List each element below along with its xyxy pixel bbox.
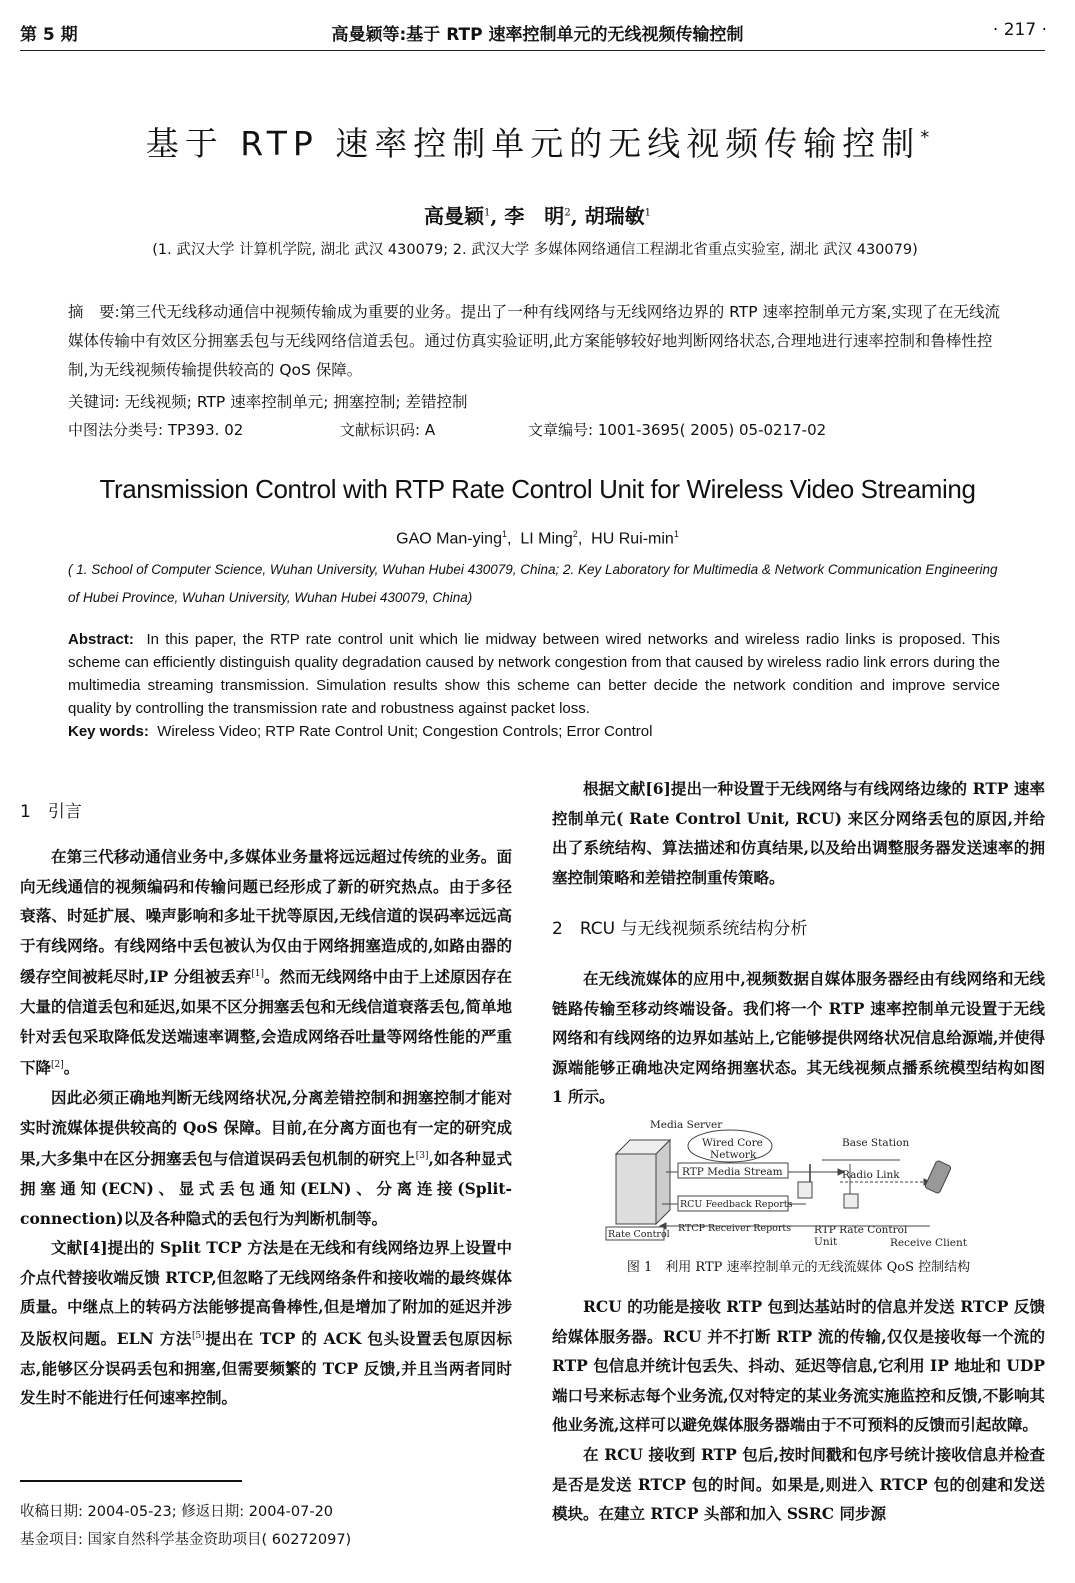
issue-number: 第 5 期 bbox=[20, 25, 78, 45]
fund-note: 基金项目: 国家自然科学基金资助项目( 60272097) bbox=[20, 1532, 352, 1548]
affiliation-cn: (1. 武汉大学 计算机学院, 湖北 武汉 430079; 2. 武汉大学 多媒体网络通信工程湖北省重点实验室, 湖北 武汉 430079) bbox=[152, 242, 918, 258]
paragraph: 在第三代移动通信业务中,多媒体业务量将远远超过传统的业务。面向无线通信的视频编码和传输问题已经形成了新的研究热点。由于多径衰落、时延扩展、噪声影响和多址干扰等原因,无线信道的误码率远远高于有线网络。有线网络中丢包被认为仅由于网络拥塞造成的,如路由器的缓存空间被耗尽时,IP 分组被丢弃[1]。然而无线网络中由于上述原因存在大量的信道丢包和延迟,如果不区分拥塞丢包和无线信道衰落丢包,简单地针对丢包采取降低发送端速率调整,会造成网络吞吐量等网络性能的严重下降[2]。 bbox=[20, 847, 512, 1078]
svg-text:RTP Rate Control: RTP Rate Control bbox=[814, 1224, 908, 1236]
paragraph: 在 RCU 接收到 RTP 包后,按时间戳和包序号统计接收信息并检查是否是发送 RTCP 包的时间。如果是,则进入 RTCP 包的创建和发送模块。在建立 RTCP 头部和加入 SSRC 同步源 bbox=[552, 1444, 1045, 1524]
running-title: 高曼颖等:基于 RTP 速率控制单元的无线视频传输控制 bbox=[331, 25, 744, 45]
media-server-icon bbox=[616, 1154, 656, 1224]
svg-text:Base Station: Base Station bbox=[842, 1137, 910, 1149]
article-number: 文章编号: 1001-3695( 2005) 05-0217-02 bbox=[528, 421, 827, 439]
keywords-cn: 关键词: 无线视频; RTP 速率控制单元; 拥塞控制; 差错控制 bbox=[68, 393, 468, 411]
svg-text:RTP Media Stream: RTP Media Stream bbox=[682, 1166, 783, 1178]
classification-line bbox=[68, 419, 826, 440]
mobile-client-icon bbox=[924, 1160, 951, 1194]
figure-1-caption: 图 1 利用 RTP 速率控制单元的无线流媒体 QoS 控制结构 bbox=[626, 1260, 971, 1275]
doc-code: 文献标识码: A bbox=[340, 421, 436, 439]
affiliation-en: ( 1. School of Computer Science, Wuhan University, Wuhan Hubei 430079, China; 2. Key Laboratory for Multimedia & Network Communication Engineering of Hubei Province, Wuhan University, Wuhan Hubei 430079, China) bbox=[68, 562, 998, 605]
paper-title-cn: 基于 RTP 速率控制单元的无线视频传输控制* bbox=[145, 124, 930, 163]
author: 李 明 bbox=[504, 204, 565, 228]
section2-heading: 2 RCU 与无线视频系统结构分析 bbox=[552, 919, 808, 939]
svg-text:Wired Core: Wired Core bbox=[702, 1137, 763, 1149]
left-column-body bbox=[20, 842, 512, 1413]
right-column-body bbox=[552, 964, 1045, 1112]
svg-text:Rate Control: Rate Control bbox=[608, 1229, 670, 1240]
authors-en: GAO Man-ying$^1$, LI Ming$^2$, HU Rui-$\min^1$ bbox=[396, 529, 679, 548]
paragraph: 因此必须正确地判断无线网络状况,分离差错控制和拥塞控制才能对实时流媒体提供较高的 QoS 保障。目前,在分离方面也有一定的研究成果,大多集中在区分拥塞丢包与信道误码丢包机制的研究上[3],如各种显式拥塞通知(ECN)、显式丢包通知(ELN)、分离连接(Split-connection)以及各种隐式的丢包行为判断机制等。 bbox=[20, 1088, 512, 1228]
paragraph: 在无线流媒体的应用中,视频数据自媒体服务器经由有线网络和无线链路传输至移动终端设备。我们将一个 RTP 速率控制单元设置于无线网络和有线网络的边界如基站上,它能够提供网络状况信息给源端,并使得源端能够正确地决定网络拥塞状态。其无线视频点播系统模型结构如图 1 所示。 bbox=[552, 969, 1045, 1107]
author: 胡瑞敏 bbox=[584, 204, 645, 228]
paragraph: 根据文献[6]提出一种设置于无线网络与有线网络边缘的 RTP 速率控制单元( Rate Control Unit, RCU) 来区分网络丢包的原因,并给出了系统结构、算法描述和仿真结果,以及给出调整服务器发送速率的拥塞控制策略和差错控制重传策略。 bbox=[552, 779, 1045, 887]
svg-text:RCU Feedback Reports: RCU Feedback Reports bbox=[680, 1199, 793, 1210]
right-column-continuation bbox=[552, 1292, 1045, 1529]
svg-text:Unit: Unit bbox=[814, 1236, 838, 1248]
rcu-unit-icon bbox=[844, 1194, 858, 1208]
svg-text:Network: Network bbox=[710, 1149, 757, 1161]
authors-cn: 高曼颖$^1$, 李 明$^2$, 胡瑞敏$^1$ bbox=[424, 204, 651, 228]
author: 高曼颖 bbox=[424, 204, 484, 228]
svg-text:RTCP Receiver Reports: RTCP Receiver Reports bbox=[678, 1223, 792, 1234]
right-column-intro bbox=[552, 774, 1045, 892]
svg-text:Receive Client: Receive Client bbox=[890, 1237, 968, 1249]
footnote-rule bbox=[20, 1480, 242, 1482]
abstract-cn: 摘 要:第三代无线移动通信中视频传输成为重要的业务。提出了一种有线网络与无线网络边界的 RTP 速率控制单元方案,实现了在无线流媒体传输中有效区分拥塞丢包与无线网络信道丢包。通过仿真实验证明,此方案能够较好地判断网络状态,合理地进行速率控制和鲁棒性控制,为无线视频传输提供较高的 QoS 保障。 bbox=[68, 303, 1000, 379]
received-dates: 收稿日期: 2004-05-23; 修返日期: 2004-07-20 bbox=[20, 1504, 334, 1520]
svg-text:Media Server: Media Server bbox=[650, 1119, 723, 1131]
paragraph: RCU 的功能是接收 RTP 包到达基站时的信息并发送 RTCP 反馈给媒体服务器。RCU 并不打断 RTP 流的传输,仅仅是接收每一个流的 RTP 包信息并统计包丢失、抖动、延迟等信息,它利用 IP 地址和 UDP 端口号来标志每个业务流,仅对特定的某业务流实施监控和反馈,不影响其他业务流,这样可以避免媒体服务器端由于不可预料的反馈而引起故障。 bbox=[552, 1297, 1045, 1435]
svg-text:Radio Link: Radio Link bbox=[842, 1169, 900, 1181]
header-rule bbox=[20, 50, 1045, 51]
clc-code: 中图法分类号: TP393. 02 bbox=[68, 421, 244, 439]
abstract-label: 摘 要: bbox=[68, 303, 120, 321]
abstract-en: Abstract: In this paper, the RTP rate control unit which lie midway between wired networks and wireless radio links is proposed. This scheme can efficiently distinguish quality degradation caused by network congestion from that caused by wireless radio link errors during the multimedia streaming transmission. Simulation results show this scheme can better decide the network condition and improve service quality by controlling the transmission rate and robustness against packet loss. Key words: Wireless Video; RTP Rate Control Unit; Congestion Controls; Error Control bbox=[68, 631, 1000, 740]
page-number: · 217 · bbox=[992, 20, 1047, 40]
section1-heading: 1 引言 bbox=[20, 802, 82, 822]
figure-1-diagram bbox=[600, 1116, 980, 1252]
paragraph: 文献[4]提出的 Split TCP 方法是在无线和有线网络边界上设置中介点代替接收端反馈 RTCP,但忽略了无线网络条件和接收端的最终媒体质量。中继点上的转码方法能够提高鲁棒性,但是增加了附加的延迟并涉及版权问题。ELN 方法[5]提出在 TCP 的 ACK 包头设置丢包原因标志,能够区分误码丢包和拥塞,但需要频繁的 TCP 反馈,并且当两者同时发生时不能进行任何速率控制。 bbox=[20, 1238, 512, 1408]
paper-title-en: Transmission Control with RTP Rate Control Unit for Wireless Video Streaming bbox=[99, 474, 976, 504]
